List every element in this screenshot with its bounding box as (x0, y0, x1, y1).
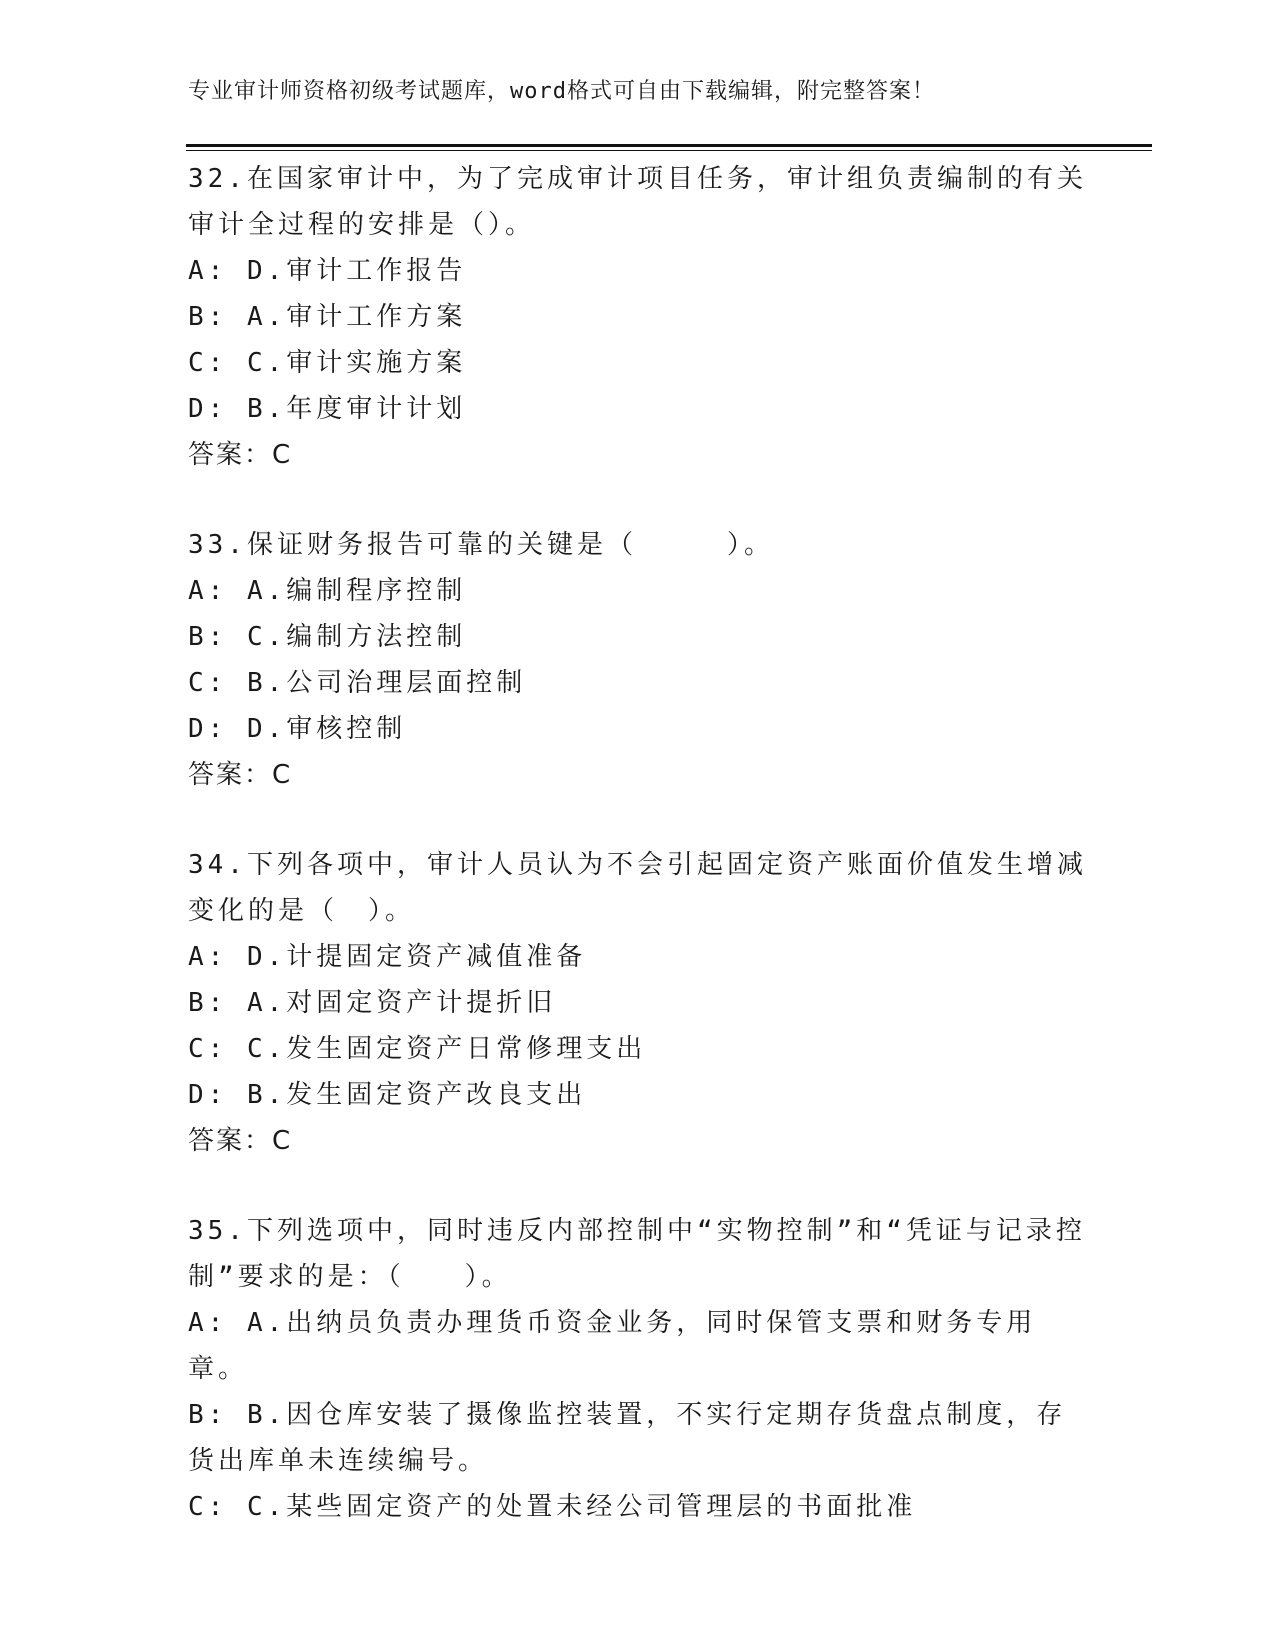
option-d: D: B.发生固定资产改良支出 (188, 1080, 587, 1110)
answer: 答案：C (188, 760, 293, 790)
question-text: 32.在国家审计中，为了完成审计项目任务，审计组负责编制的有关审计全过程的安排是（）。 (188, 164, 1087, 240)
option-b: B: B.因仓库安装了摄像监控装置，不实行定期存货盘点制度，存货出库单未连续编号。 (188, 1400, 1067, 1476)
question-33 (188, 522, 1088, 798)
option-a: A: D.计提固定资产减值准备 (188, 942, 587, 972)
option-b: B: C.编制方法控制 (188, 622, 467, 652)
option-b: B: A.对固定资产计提折旧 (188, 988, 557, 1018)
question-34 (188, 842, 1088, 1164)
option-c: C: C.审计实施方案 (188, 348, 467, 378)
answer: 答案：C (188, 440, 293, 470)
option-a: A: D.审计工作报告 (188, 256, 467, 286)
option-c: C: C.发生固定资产日常修理支出 (188, 1034, 647, 1064)
option-d: D: B.年度审计计划 (188, 394, 467, 424)
question-text: 34.下列各项中，审计人员认为不会引起固定资产账面价值发生增减变化的是（ ）。 (188, 850, 1087, 926)
option-a: A: A.出纳员负责办理货币资金业务，同时保管支票和财务专用章。 (188, 1308, 1037, 1384)
question-list (188, 156, 1088, 1574)
document-header: 专业审计师资格初级考试题库，word格式可自由下载编辑，附完整答案！ (188, 79, 935, 104)
header-rule (186, 144, 1152, 147)
header-rule-thin (186, 150, 1152, 151)
question-text: 33.保证财务报告可靠的关键是（ ）。 (188, 530, 774, 560)
question-text: 35.下列选项中，同时违反内部控制中“实物控制”和“凭证与记录控制”要求的是：（ ）。 (188, 1216, 1086, 1292)
option-a: A: A.编制程序控制 (188, 576, 467, 606)
option-c: C: C.某些固定资产的处置未经公司管理层的书面批准 (188, 1492, 917, 1522)
question-32 (188, 156, 1088, 478)
option-b: B: A.审计工作方案 (188, 302, 467, 332)
option-d: D: D.审核控制 (188, 714, 407, 744)
answer: 答案：C (188, 1126, 293, 1156)
option-c: C: B.公司治理层面控制 (188, 668, 527, 698)
question-35 (188, 1208, 1088, 1530)
